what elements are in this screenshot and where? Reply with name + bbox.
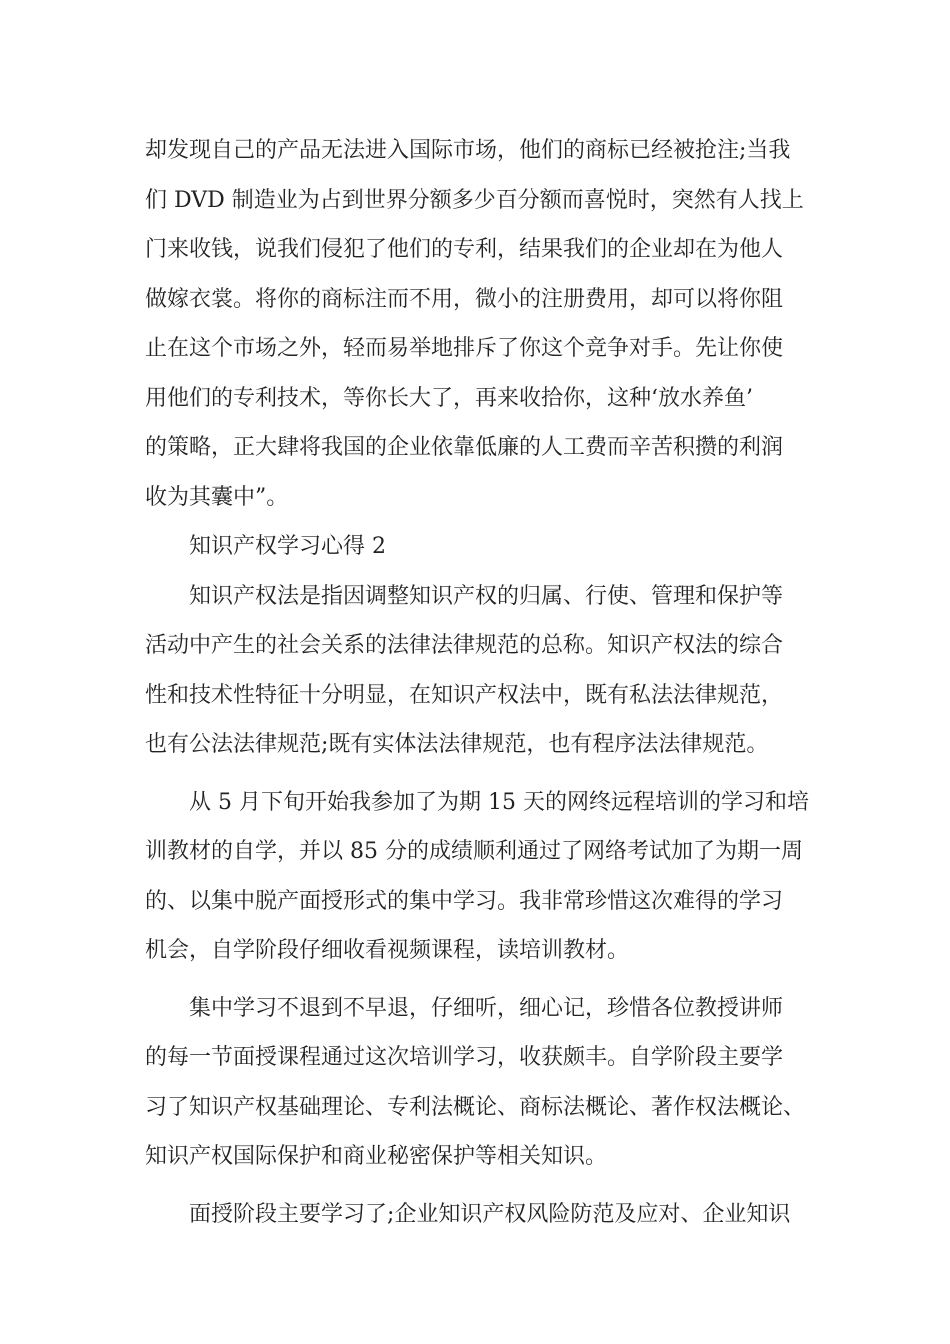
text-line: 用他们的专利技术，等你长大了，再来收拾你，这种‘放水养鱼’: [145, 385, 753, 411]
document-body: [145, 126, 835, 1239]
text-line: 集中学习不退到不早退，仔细听，细心记，珍惜各位教授讲师: [189, 995, 784, 1021]
paragraph-gap: [145, 770, 835, 778]
section-heading: [145, 522, 835, 572]
text-line: 却发现自己的产品无法进入国际市场，他们的商标已经被抢注;当我: [145, 138, 791, 163]
text-line: 门来收钱，说我们侵犯了他们的专利，结果我们的企业却在为他人: [145, 237, 784, 262]
text-line: 们 DVD 制造业为占到世界分额多少百分额而喜悦时，突然有人找上: [145, 187, 804, 213]
text-line: 知识产权法是指因调整知识产权的归属、行使、管理和保护等: [189, 583, 784, 609]
paragraph: [145, 572, 835, 770]
paragraph: [145, 778, 835, 976]
text-line: 止在这个市场之外，轻而易举地排斥了你这个竞争对手。先让你使: [145, 336, 784, 361]
text-line: 活动中产生的社会关系的法律法律规范的总称。知识产权法的综合: [145, 633, 784, 658]
text-line: 面授阶段主要学习了;企业知识产权风险防范及应对、企业知识: [189, 1201, 791, 1227]
text-line: 的每一节面授课程通过这次培训学习，收获颇丰。自学阶段主要学: [145, 1045, 784, 1070]
text-line: 的策略，正大肆将我国的企业依靠低廉的人工费而辛苦积攒的利润: [145, 435, 784, 460]
paragraph: [145, 1190, 835, 1240]
text-line: 做嫁衣裳。将你的商标注而不用，微小的注册费用，却可以将你阻: [145, 286, 784, 312]
text-line: 的、以集中脱产面授形式的集中学习。我非常珍惜这次难得的学习: [145, 888, 784, 914]
text-line: 训教材的自学，并以 85 分的成绩顺利通过了网络考试加了为期一周: [145, 839, 803, 864]
paragraph-gap: [145, 1182, 835, 1190]
text-line: 知识产权学习心得 2: [189, 534, 386, 559]
text-line: 知识产权国际保护和商业秘密保护等相关知识。: [145, 1144, 608, 1169]
text-line: 从 5 月下旬开始我参加了为期 15 天的网终远程培训的学习和培: [189, 789, 809, 815]
paragraph-gap: [145, 976, 835, 984]
text-line: 也有公法法律规范;既有实体法法律规范，也有程序法法律规范。: [145, 732, 769, 757]
text-line: 性和技术性特征十分明显，在知识产权法中，既有私法法律规范，: [145, 682, 784, 708]
paragraph: [145, 126, 835, 522]
paragraph: [145, 984, 835, 1182]
text-line: 收为其囊中”。: [145, 484, 289, 510]
text-line: 机会，自学阶段仔细收看视频课程，读培训教材。: [145, 938, 630, 963]
text-line: 习了知识产权基础理论、专利法概论、商标法概论、著作权法概论、: [145, 1094, 806, 1120]
